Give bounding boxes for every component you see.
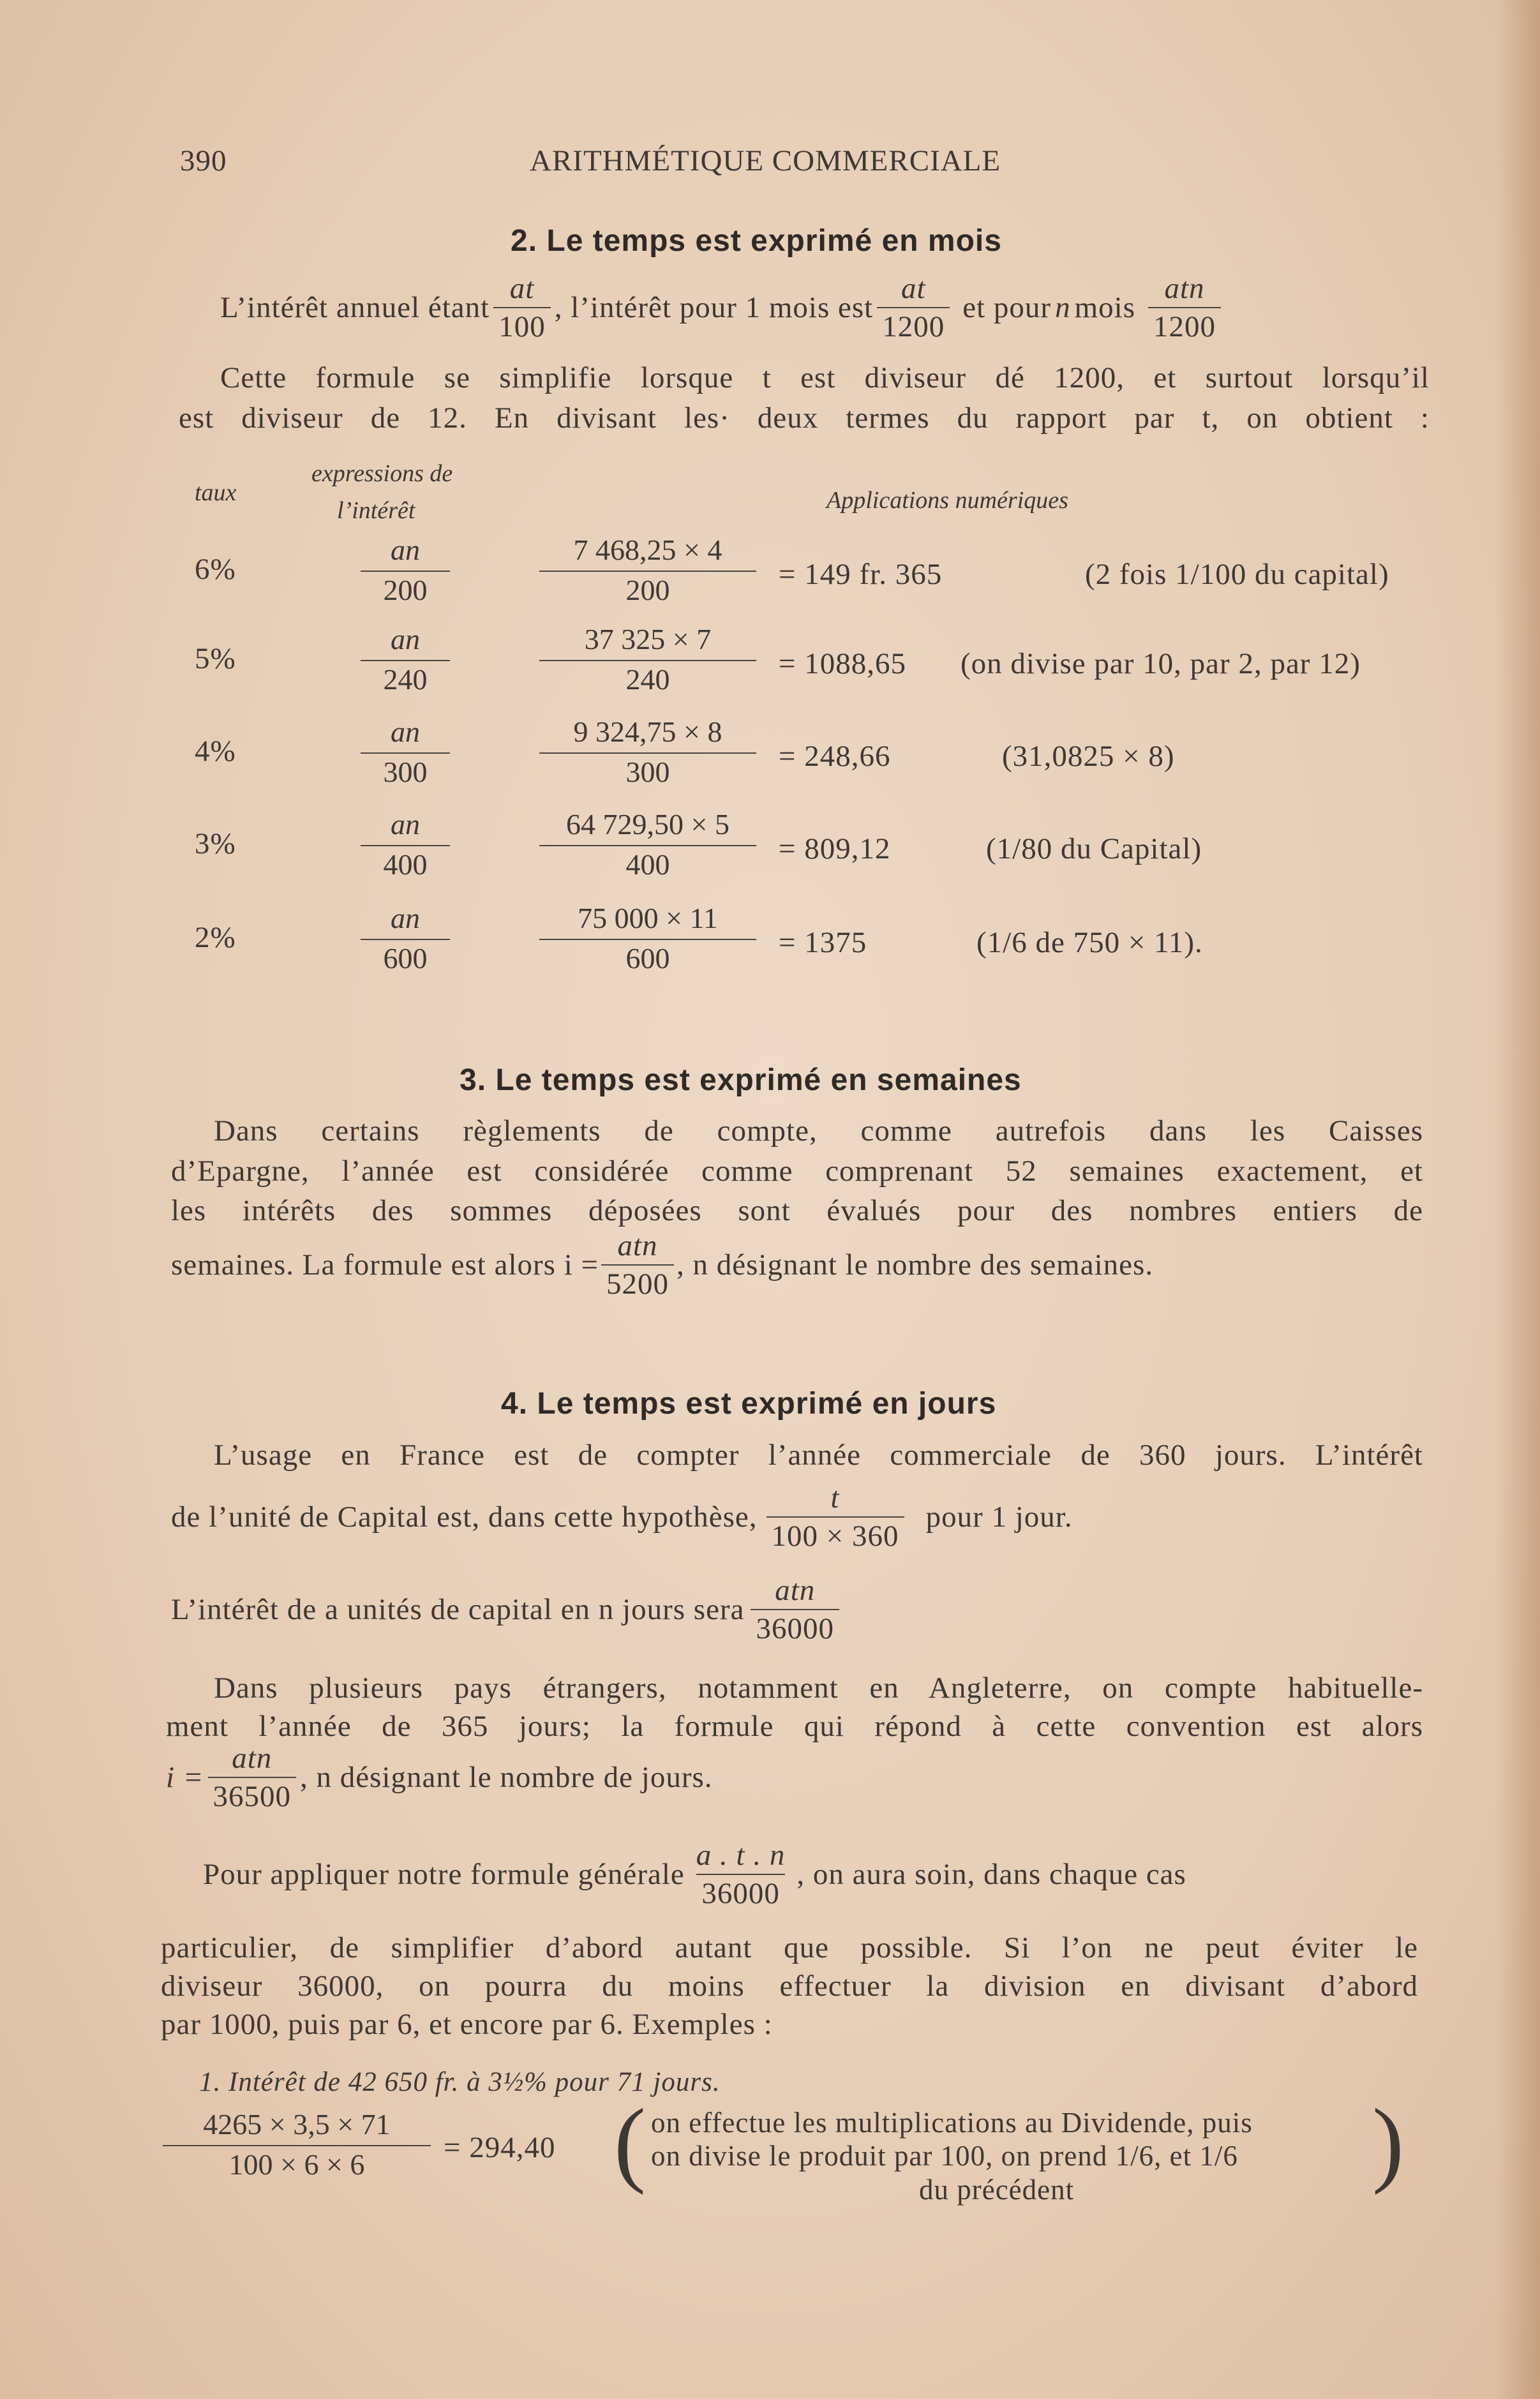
s2-fraction-atn-1200	[1148, 271, 1221, 344]
expr-denominator: 240	[361, 660, 450, 696]
interest-expression	[361, 807, 450, 881]
section-4-title: 4. Le temps est exprimé en jours	[501, 1387, 997, 1421]
s4-line-9: diviseur 36000, on pourra du moins effectuer la division en divisant d’abord	[161, 1969, 1418, 2003]
s2-intro-text-a: L’intérêt annuel étant	[220, 291, 490, 324]
interest-expression	[361, 622, 450, 696]
s4-line-8: particulier, de simplifier d’abord autant que possible. Si l’on ne peut éviter le	[161, 1931, 1418, 1964]
s4-line-6a: i =	[166, 1761, 204, 1794]
rate-label: 2%	[195, 921, 236, 954]
s2-intro-text-d: mois	[1074, 291, 1135, 324]
application-denominator: 400	[539, 845, 756, 881]
example-comment-2: on divise le produit par 100, on prend 1/6, et 1/6	[651, 2140, 1238, 2172]
section-2-title: 2. Le temps est exprimé en mois	[511, 224, 1002, 258]
page-number: 390	[180, 144, 227, 177]
application-numerator: 9 324,75 × 8	[573, 715, 722, 748]
application-fraction	[539, 901, 756, 975]
s2-intro-text-c: et pour	[962, 291, 1052, 324]
s3-line-4b: , n désignant le nombre des semaines.	[677, 1248, 1154, 1282]
application-numerator: 7 468,25 × 4	[573, 534, 722, 566]
s3-line-2: d’Epargne, l’année est considérée comme comprenant 52 semaines exactement, et	[171, 1155, 1423, 1188]
s2-f2-den: 1200	[877, 307, 950, 344]
s4-fraction-general	[691, 1838, 791, 1911]
interest-expression	[361, 533, 450, 607]
table-header-taux: taux	[195, 479, 237, 506]
application-note: (1/6 de 750 × 11).	[976, 926, 1203, 959]
s4-fraction-atn-36500	[208, 1741, 297, 1814]
s2-fraction-at-100	[493, 271, 551, 344]
application-numerator: 64 729,50 × 5	[566, 808, 729, 841]
s2-f2-num: at	[901, 272, 926, 305]
rate-label: 6%	[195, 553, 236, 586]
example-fraction	[163, 2107, 431, 2181]
expr-denominator: 200	[361, 571, 450, 607]
expr-denominator: 300	[361, 752, 450, 789]
application-result: = 1088,65	[779, 647, 907, 680]
s4-f4-num: a . t . n	[696, 1839, 786, 1872]
s3-line-3: les intérêts des sommes déposées sont évalués pour des nombres entiers de	[171, 1194, 1423, 1227]
s4-line-2b: pour 1 jour.	[925, 1500, 1073, 1534]
application-denominator: 200	[539, 571, 756, 607]
s4-f2-den: 36000	[751, 1609, 839, 1646]
s4-line-7b: , on aura soin, dans chaque cas	[796, 1858, 1186, 1891]
s3-line-1: Dans certains règlements de compte, comme autrefois dans les Caisses	[214, 1114, 1423, 1147]
application-numerator: 37 325 × 7	[584, 623, 712, 655]
application-result: = 248,66	[779, 740, 891, 773]
s4-line-6	[166, 1741, 713, 1814]
s2-paragraph-line-2: est diviseur de 12. En divisant les· deux termes du rapport par t, on obtient :	[179, 401, 1430, 435]
s4-f3-den: 36500	[208, 1777, 297, 1814]
example-comment-1: on effectue les multiplications au Dividende, puis	[651, 2107, 1253, 2139]
s4-line-1: L’usage en France est de compter l’année commerciale de 360 jours. L’intérêt	[214, 1439, 1423, 1472]
s4-f3-num: atn	[232, 1742, 273, 1775]
running-title: ARITHMÉTIQUE COMMERCIALE	[530, 144, 1001, 177]
s4-f4-den: 36000	[696, 1874, 785, 1911]
s2-intro-n: n	[1055, 291, 1071, 324]
s4-fraction-t-36000	[766, 1481, 904, 1553]
s2-fraction-at-1200	[877, 271, 950, 344]
application-numerator: 75 000 × 11	[578, 902, 718, 934]
application-note: (31,0825 × 8)	[1002, 740, 1175, 773]
rate-label: 3%	[195, 827, 236, 860]
table-header-expressions: expressions de	[311, 460, 453, 487]
application-denominator: 300	[539, 752, 756, 789]
s2-f1-num: at	[509, 272, 535, 305]
s3-line-4a: semaines. La formule est alors i =	[171, 1248, 599, 1282]
example-comment-3: du précédent	[919, 2174, 1075, 2206]
expr-numerator: an	[391, 715, 420, 748]
expr-numerator: an	[391, 534, 420, 566]
s4-line-7	[203, 1838, 1186, 1911]
expr-numerator: an	[391, 623, 420, 655]
s2-f3-num: atn	[1164, 272, 1205, 305]
s3-f-den: 5200	[601, 1264, 674, 1301]
application-fraction	[539, 807, 756, 881]
s4-line-4: Dans plusieurs pays étrangers, notamment en Angleterre, on compte habituelle-	[214, 1671, 1423, 1705]
s4-line-5: ment l’année de 365 jours; la formule qui répond à cette convention est alors	[166, 1710, 1423, 1743]
s4-line-7a: Pour appliquer notre formule générale	[203, 1858, 685, 1891]
application-note: (2 fois 1/100 du capital)	[1085, 558, 1389, 591]
example-result: = 294,40	[444, 2131, 556, 2164]
s4-line-3a: L’intérêt de a unités de capital en n jours sera	[171, 1593, 745, 1626]
page-edge-shadow	[1495, 0, 1540, 2399]
right-paren: )	[1372, 2089, 1404, 2195]
interest-expression	[361, 901, 450, 975]
s2-intro-text-b: , l’intérêt pour 1 mois est	[554, 291, 874, 324]
section-3-title: 3. Le temps est exprimé en semaines	[460, 1063, 1022, 1097]
s3-formula-line	[171, 1229, 1153, 1301]
s2-f1-den: 100	[493, 307, 551, 344]
application-result: = 149 fr. 365	[779, 558, 943, 591]
s2-intro-line	[220, 271, 1221, 344]
s4-line-10: par 1000, puis par 6, et encore par 6. Exemples :	[161, 2008, 773, 2041]
example-title: 1. Intérêt de 42 650 fr. à 3½% pour 71 jours.	[199, 2067, 721, 2097]
interest-expression	[361, 715, 450, 789]
expr-denominator: 400	[361, 845, 450, 881]
expr-numerator: an	[391, 808, 420, 841]
s4-f2-num: atn	[775, 1574, 816, 1607]
s4-line-2	[171, 1481, 1073, 1553]
s3-fraction-atn-5200	[601, 1229, 674, 1301]
application-note: (1/80 du Capital)	[986, 832, 1202, 865]
s4-f1-num: t	[830, 1481, 840, 1514]
example-numerator: 4265 × 3,5 × 71	[203, 2108, 391, 2141]
application-fraction	[539, 533, 756, 607]
expr-denominator: 600	[361, 939, 450, 975]
application-fraction	[539, 715, 756, 789]
s2-paragraph-line-1: Cette formule se simplifie lorsque t est diviseur dé 1200, et surtout lorsqu’il	[220, 361, 1430, 394]
example-denominator: 100 × 6 × 6	[163, 2145, 431, 2181]
rate-label: 5%	[195, 642, 236, 675]
s4-fraction-atn-36000	[751, 1573, 839, 1646]
application-note: (on divise par 10, par 2, par 12)	[961, 647, 1361, 680]
left-paren: (	[614, 2089, 646, 2195]
table-header-interet: l’intérêt	[337, 497, 415, 524]
s3-f-num: atn	[617, 1229, 658, 1262]
application-result: = 1375	[779, 926, 867, 959]
application-denominator: 600	[539, 939, 756, 975]
s2-f3-den: 1200	[1148, 307, 1221, 344]
table-header-applications: Applications numériques	[826, 487, 1068, 514]
application-fraction	[539, 622, 756, 696]
s4-line-2a: de l’unité de Capital est, dans cette hypothèse,	[171, 1500, 758, 1534]
rate-label: 4%	[195, 735, 236, 768]
expr-numerator: an	[391, 902, 420, 934]
application-denominator: 240	[539, 660, 756, 696]
s4-line-3	[171, 1573, 839, 1646]
s4-line-6b: , n désignant le nombre de jours.	[300, 1761, 713, 1794]
application-result: = 809,12	[779, 832, 891, 865]
s4-f1-den: 100 × 360	[766, 1516, 904, 1553]
